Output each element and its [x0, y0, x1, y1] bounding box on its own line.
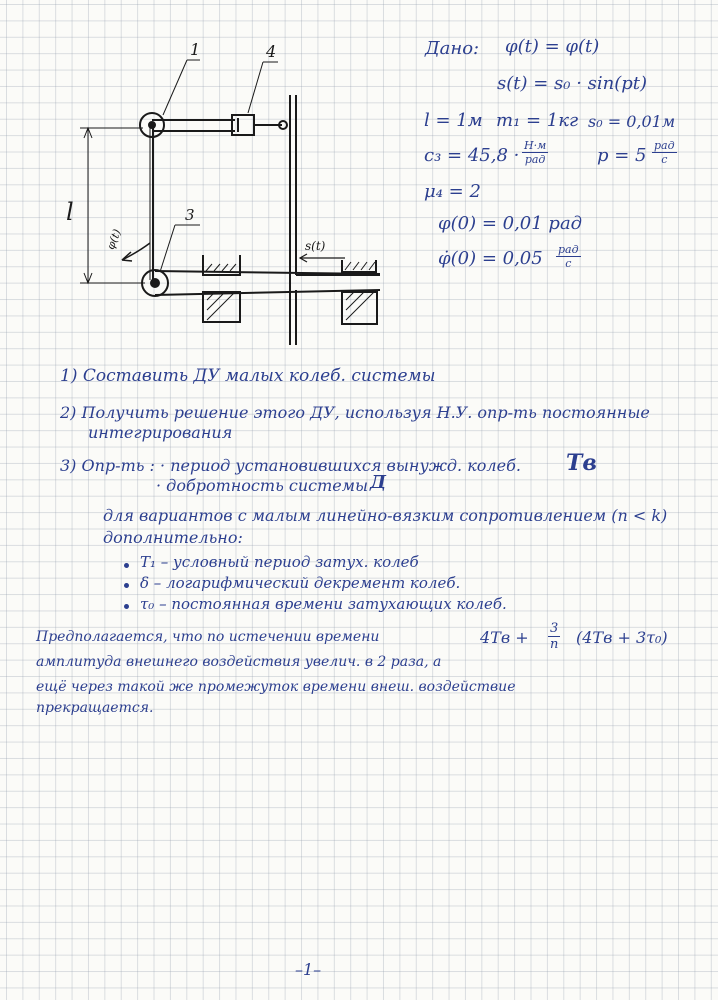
task-3-D: Д [370, 472, 387, 493]
mechanism-diagram [0, 0, 718, 360]
bullet-dot [124, 604, 129, 609]
given-p: p = 5 [597, 145, 647, 166]
diagram-label-3: 3 [185, 206, 195, 224]
given-phi: φ(t) = φ(t) [505, 36, 600, 57]
given-dphi0: φ̇(0) = 0,05 [438, 248, 543, 269]
given-l: l = 1м [424, 110, 483, 131]
bullet-tau0: τ₀ – постоянная времени затухающих колеб. [140, 595, 507, 613]
variants-line1: для вариантов с малым линейно-вязким сопротивлением (n < k) [103, 506, 668, 525]
given-c3: c₃ = 45,8 · [424, 145, 520, 166]
diagram-label-1: 1 [190, 40, 201, 59]
assume-formula-b: (4Тв + 3τ₀) [576, 628, 668, 647]
bullet-t1: Т₁ – условный период затух. колеб [140, 553, 419, 571]
diagram-label-l: l [66, 198, 74, 226]
page-number: –1– [295, 960, 322, 979]
bullet-dot [124, 563, 129, 568]
given-m1: m₁ = 1кг [496, 110, 579, 131]
given-s0: s₀ = 0,01м [588, 112, 676, 131]
given-s: s(t) = s₀ · sin(pt) [497, 73, 648, 94]
task-3-Tb: Тв [566, 450, 597, 476]
assume-formula-frac: $\frac{3}{n}$ [550, 621, 559, 652]
assume-line2: амплитуда внешнего воздействия увелич. в 2 раза, а [36, 654, 442, 670]
task-3-line1: 3) Опр-ть : · период установившихся вынужд. колеб. [60, 456, 521, 475]
given-title: Дано: [425, 38, 480, 59]
diagram-label-angle: φ(t) [103, 227, 124, 252]
given-mu4: μ₄ = 2 [424, 181, 481, 202]
diagram-label-st: s(t) [305, 239, 326, 253]
given-c3-unit: Н·м рад [524, 139, 547, 166]
task-2-line2: интегрирования [88, 423, 233, 442]
task-1: 1) Составить ДУ малых колеб. системы [60, 366, 436, 386]
bullet-delta: δ – логарифмический декремент колеб. [140, 574, 461, 592]
bullet-dot [124, 583, 129, 588]
task-3-line2: · добротность системы [156, 476, 369, 495]
assume-formula-a: 4Тв + [480, 628, 529, 647]
assume-line4: прекращается. [36, 700, 154, 716]
assume-line3: ещё через такой же промежуток времени внеш. воздействие [36, 679, 516, 695]
given-phi0: φ(0) = 0,01 рад [438, 213, 583, 234]
assume-line1: Предполагается, что по истечении времени [36, 629, 380, 645]
given-p-unit: рад с [654, 139, 675, 166]
given-dphi0-unit: рад с [558, 243, 579, 270]
task-2-line1: 2) Получить решение этого ДУ, используя Н.У. опр-ть постоянные [60, 403, 650, 422]
diagram-label-4: 4 [266, 42, 277, 61]
variants-line2: дополнительно: [103, 528, 243, 547]
